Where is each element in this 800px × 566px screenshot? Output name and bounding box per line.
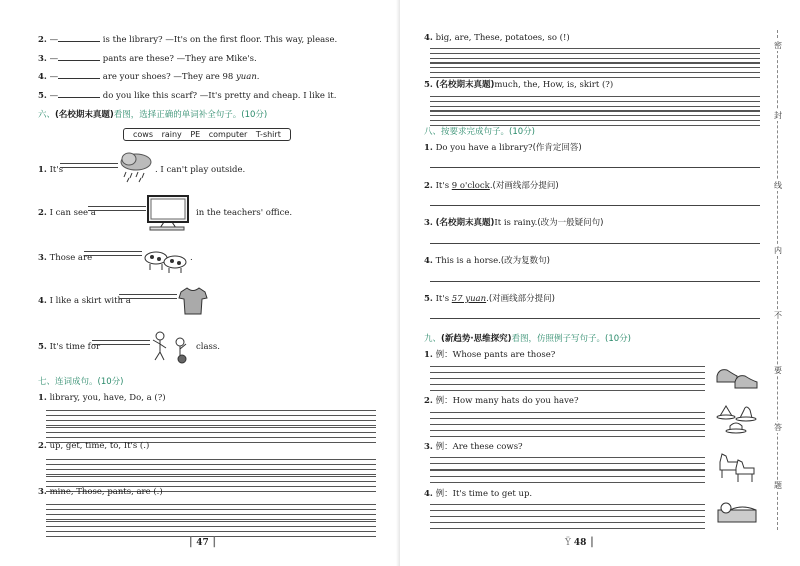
answer-blank[interactable] [58,52,100,61]
example-item: 3. 例：Are these cows? [424,442,523,452]
section-8-heading: 八、按要求完成句子。(10分) [424,127,535,137]
transform-item: 3. (名校期末真题)It is rainy.(改为一般疑问句) [424,218,604,228]
page-number: ┃ 47 ┃ [188,538,218,548]
answer-line[interactable] [430,281,760,282]
answer-blank[interactable] [92,340,150,345]
seal-line [777,30,778,530]
hats-icon [712,402,760,438]
right-page [400,0,800,566]
horses-icon [714,448,758,484]
picture-item: 4. I like a skirt with a [38,296,131,306]
order-item: 1. library, you, have, Do, a (?) [38,393,166,403]
order-item: 2. up, get, time, to, It's (.) [38,441,150,451]
answer-blank[interactable] [88,206,146,211]
pe-class-icon [150,328,192,364]
writing-lines[interactable] [430,516,705,534]
writing-lines[interactable] [430,378,705,396]
order-item: 4. big, are, These, potatoes, so (!) [424,33,570,43]
transform-item: 2. It's 9 o'clock.(对画线部分提问) [424,181,559,191]
picture-item: 3. Those are [38,253,93,263]
answer-blank[interactable] [119,294,177,299]
fill-item: 2. — is the library? —It's on the first floor. This way, please. [38,35,338,45]
example-item: 1. 例：Whose pants are those? [424,350,556,360]
answer-blank[interactable] [58,70,100,79]
fill-item: 3. — pants are these? —They are Mike's. [38,54,257,64]
picture-item: 5. It's time for [38,342,101,352]
page-number: Ÿ 48 ┃ [565,538,595,548]
answer-blank[interactable] [58,89,100,98]
answer-line[interactable] [430,243,760,244]
answer-line[interactable] [430,205,760,206]
answer-line[interactable] [430,318,760,319]
rain-cloud-icon [118,150,154,184]
section-9-heading: 九、(新趋势·思维探究)看图，仿照例子写句子。(10分) [424,334,631,344]
answer-line[interactable] [430,167,760,168]
section-6-heading: 六、(名校期末真题)看图，选择正确的单词补全句子。(10分) [38,110,268,120]
transform-item: 4. This is a horse.(改为复数句) [424,256,550,266]
answer-blank[interactable] [84,251,142,256]
cows-icon [142,244,190,274]
section-7-heading: 七、连词成句。(10分) [38,377,124,387]
writing-lines[interactable] [430,470,705,488]
example-item: 2. 例：How many hats do you have? [424,396,579,406]
example-item: 4. 例：It's time to get up. [424,489,533,499]
transform-item: 5. It's 57 yuan.(对画线部分提问) [424,294,555,304]
writing-lines[interactable] [430,424,705,442]
picture-item: 2. I can see a [38,208,96,218]
fill-item: 5. — do you like this scarf? —It's pretty and cheap. I like it. [38,91,337,101]
answer-blank[interactable] [60,163,118,168]
left-page: 2. — is the library? —It's on the first floor. This way, please. 3. — pants are these? —They are Mike's. 4. — are your shoes? —They are 98 yuan. 5. — do you like this scarf? —It's pretty and cheap. I like it. 六、(名校期末真题)看图，选择正确的单词补全句子。(10分) cows rainy PE computer T-shirt 1. It's . I can't play outside. 2. I can see a in the teachers' office. 3. Those are . 4. I like a skirt with a 5. It's time for class. 七、连词成句。(10分) 1. library, you, have, Do, a (?) 2. up, get, time, to, It's (.) 3. mine, Those, pants, are (.) ┃ 47 ┃ [0,0,400,566]
order-item: 3. mine, Those, pants, are (.) [38,487,163,497]
shoes-icon [715,362,759,392]
t-shirt-icon [178,286,208,316]
order-item: 5. (名校期末真题)much, the, How, is, skirt (?) [424,80,614,90]
seal-line-sidebar: 密 封 线 内 不 要 答 题 [770,30,786,530]
child-in-bed-icon [716,498,758,526]
answer-blank[interactable] [58,33,100,42]
picture-item: 1. It's [38,165,64,175]
word-bank: cows rainy PE computer T-shirt [123,128,291,141]
computer-icon [146,195,192,231]
fill-item: 4. — are your shoes? —They are 98 yuan. [38,72,260,82]
transform-item: 1. Do you have a library?(作肯定回答) [424,143,582,153]
